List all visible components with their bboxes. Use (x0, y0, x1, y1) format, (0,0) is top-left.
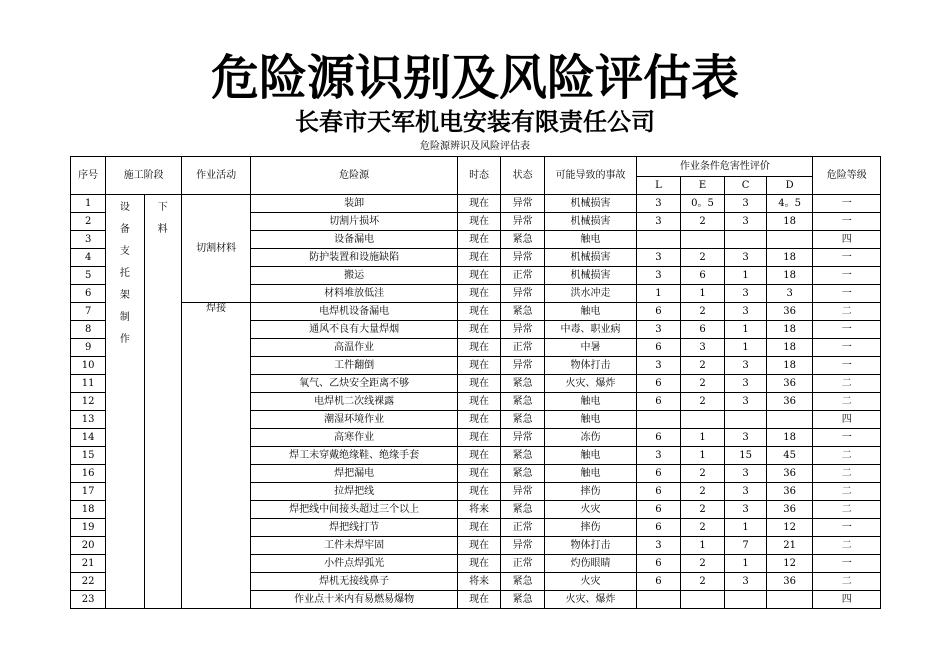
cell-accident: 火灾 (544, 573, 636, 591)
cell-hazard: 工件未焊牢固 (251, 537, 457, 555)
cell-hazard: 电焊机设备漏电 (251, 303, 457, 321)
cell-C: 3 (725, 195, 766, 213)
cell-no: 1 (71, 195, 106, 213)
cell-L: 6 (637, 483, 681, 501)
cell-state: 紧急 (501, 375, 545, 393)
cell-D: 18 (766, 249, 813, 267)
cell-hazard: 高温作业 (251, 339, 457, 357)
cell-L: 6 (637, 555, 681, 573)
cell-L: 6 (637, 519, 681, 537)
cell-level: 二 (813, 465, 881, 483)
cell-accident: 中毒、职业病 (544, 321, 636, 339)
substage-char: 下 (157, 202, 168, 213)
cell-E: 2 (680, 393, 725, 411)
cell-no: 9 (71, 339, 106, 357)
cell-level: 一 (813, 195, 881, 213)
cell-E: 2 (680, 573, 725, 591)
substage-char: 料 (157, 224, 168, 235)
substage-cell (144, 195, 181, 609)
cell-hazard: 潮湿环境作业 (251, 411, 457, 429)
risk-table (70, 156, 881, 609)
cell-hazard: 焊机无接线鼻子 (251, 573, 457, 591)
cell-D: 36 (766, 375, 813, 393)
cell-no: 7 (71, 303, 106, 321)
cell-C: 3 (725, 465, 766, 483)
cell-D: 18 (766, 429, 813, 447)
cell-state: 紧急 (501, 465, 545, 483)
activity-welding: 焊接 (181, 303, 250, 609)
cell-E: 1 (680, 285, 725, 303)
cell-C: 7 (725, 537, 766, 555)
cell-D: 18 (766, 213, 813, 231)
document-title: 危险源识别及风险评估表 (210, 50, 739, 106)
cell-no: 6 (71, 285, 106, 303)
cell-E: 2 (680, 483, 725, 501)
cell-L: 3 (637, 447, 681, 465)
cell-tense: 现在 (457, 465, 501, 483)
cell-E: 1 (680, 429, 725, 447)
cell-hazard: 搬运 (251, 267, 457, 285)
cell-state: 异常 (501, 483, 545, 501)
cell-hazard: 焊把漏电 (251, 465, 457, 483)
header-hazard: 危险源 (251, 157, 457, 195)
cell-E: 0。5 (680, 195, 725, 213)
cell-state: 紧急 (501, 501, 545, 519)
cell-no: 12 (71, 393, 106, 411)
cell-level: 二 (813, 447, 881, 465)
cell-accident: 机械损害 (544, 249, 636, 267)
cell-tense: 现在 (457, 321, 501, 339)
cell-D: 45 (766, 447, 813, 465)
cell-L: 6 (637, 339, 681, 357)
cell-L: 6 (637, 501, 681, 519)
cell-accident: 火灾、爆炸 (544, 591, 636, 609)
cell-state: 正常 (501, 339, 545, 357)
cell-D: 36 (766, 393, 813, 411)
cell-tense: 现在 (457, 231, 501, 249)
cell-E: 6 (680, 267, 725, 285)
cell-L: 3 (637, 321, 681, 339)
cell-hazard: 工件翻倒 (251, 357, 457, 375)
cell-tense: 现在 (457, 267, 501, 285)
header-state: 状态 (501, 157, 545, 195)
cell-state: 异常 (501, 321, 545, 339)
cell-L (637, 231, 681, 249)
cell-level: 二 (813, 375, 881, 393)
cell-hazard: 拉焊把线 (251, 483, 457, 501)
cell-level: 一 (813, 429, 881, 447)
cell-accident: 洪水冲走 (544, 285, 636, 303)
cell-C: 3 (725, 213, 766, 231)
cell-L: 6 (637, 375, 681, 393)
cell-D: 36 (766, 573, 813, 591)
cell-level: 一 (813, 213, 881, 231)
cell-level: 一 (813, 321, 881, 339)
cell-C: 1 (725, 519, 766, 537)
cell-D: 18 (766, 339, 813, 357)
header-activity: 作业活动 (181, 157, 250, 195)
cell-hazard: 装卸 (251, 195, 457, 213)
stage-char: 托 (119, 268, 130, 279)
cell-no: 16 (71, 465, 106, 483)
cell-C: 3 (725, 501, 766, 519)
cell-tense: 现在 (457, 429, 501, 447)
cell-accident: 触电 (544, 303, 636, 321)
cell-D: 36 (766, 303, 813, 321)
cell-tense: 现在 (457, 555, 501, 573)
cell-no: 3 (71, 231, 106, 249)
cell-hazard: 作业点十米内有易燃易爆物 (251, 591, 457, 609)
cell-E: 6 (680, 321, 725, 339)
cell-state: 异常 (501, 195, 545, 213)
cell-accident: 物体打击 (544, 357, 636, 375)
header-D: D (766, 177, 813, 195)
cell-hazard: 高寒作业 (251, 429, 457, 447)
cell-level: 二 (813, 303, 881, 321)
cell-state: 正常 (501, 519, 545, 537)
cell-E: 2 (680, 249, 725, 267)
cell-tense: 现在 (457, 393, 501, 411)
cell-state: 紧急 (501, 591, 545, 609)
cell-state: 紧急 (501, 231, 545, 249)
cell-no: 22 (71, 573, 106, 591)
cell-no: 20 (71, 537, 106, 555)
cell-L (637, 411, 681, 429)
cell-hazard: 电焊机二次线裸露 (251, 393, 457, 411)
cell-level: 二 (813, 501, 881, 519)
cell-no: 15 (71, 447, 106, 465)
stage-char: 设 (119, 202, 130, 213)
cell-E: 1 (680, 537, 725, 555)
cell-tense: 现在 (457, 483, 501, 501)
cell-level: 二 (813, 573, 881, 591)
cell-no: 19 (71, 519, 106, 537)
cell-L: 3 (637, 249, 681, 267)
cell-accident: 机械损害 (544, 195, 636, 213)
cell-E: 2 (680, 213, 725, 231)
cell-E: 2 (680, 357, 725, 375)
cell-D: 18 (766, 357, 813, 375)
cell-hazard: 焊把线打节 (251, 519, 457, 537)
cell-tense: 现在 (457, 411, 501, 429)
cell-L: 6 (637, 465, 681, 483)
cell-accident: 触电 (544, 447, 636, 465)
cell-state: 异常 (501, 537, 545, 555)
cell-no: 13 (71, 411, 106, 429)
cell-level: 二 (813, 537, 881, 555)
cell-tense: 现在 (457, 195, 501, 213)
cell-hazard: 材料堆放低洼 (251, 285, 457, 303)
cell-tense: 将来 (457, 573, 501, 591)
cell-E (680, 591, 725, 609)
cell-tense: 现在 (457, 213, 501, 231)
cell-C: 15 (725, 447, 766, 465)
cell-hazard: 焊把线中间接头超过三个以上 (251, 501, 457, 519)
cell-accident: 摔伤 (544, 519, 636, 537)
cell-level: 一 (813, 357, 881, 375)
cell-state: 紧急 (501, 411, 545, 429)
cell-L: 6 (637, 303, 681, 321)
cell-accident: 触电 (544, 393, 636, 411)
cell-E: 2 (680, 519, 725, 537)
cell-C: 3 (725, 249, 766, 267)
cell-accident: 物体打击 (544, 537, 636, 555)
cell-tense: 现在 (457, 357, 501, 375)
cell-hazard: 设备漏电 (251, 231, 457, 249)
cell-state: 异常 (501, 249, 545, 267)
cell-accident: 摔伤 (544, 483, 636, 501)
cell-tense: 现在 (457, 339, 501, 357)
cell-D: 12 (766, 555, 813, 573)
cell-C: 3 (725, 357, 766, 375)
cell-C: 1 (725, 555, 766, 573)
cell-accident: 火灾、爆炸 (544, 375, 636, 393)
stage-char: 支 (119, 246, 130, 257)
cell-hazard: 氧气、乙炔安全距离不够 (251, 375, 457, 393)
stage-cell (106, 195, 144, 609)
cell-level: 一 (813, 555, 881, 573)
header-C: C (725, 177, 766, 195)
header-level: 危险等级 (813, 157, 881, 195)
cell-C: 1 (725, 321, 766, 339)
cell-accident: 触电 (544, 231, 636, 249)
stage-char: 制 (119, 312, 130, 323)
cell-level: 二 (813, 483, 881, 501)
cell-E: 2 (680, 375, 725, 393)
cell-L: 3 (637, 267, 681, 285)
cell-E: 1 (680, 447, 725, 465)
cell-C: 3 (725, 285, 766, 303)
company-name: 长春市天军机电安装有限责任公司 (295, 108, 655, 136)
cell-L: 3 (637, 195, 681, 213)
cell-tense: 现在 (457, 285, 501, 303)
cell-D: 18 (766, 321, 813, 339)
cell-hazard: 小件点焊弧光 (251, 555, 457, 573)
cell-accident: 触电 (544, 411, 636, 429)
cell-state: 正常 (501, 555, 545, 573)
cell-accident: 冻伤 (544, 429, 636, 447)
header-evaluation: 作业条件危害性评价 (637, 157, 813, 177)
cell-level: 一 (813, 285, 881, 303)
cell-no: 5 (71, 267, 106, 285)
cell-tense: 现在 (457, 447, 501, 465)
cell-D (766, 591, 813, 609)
cell-state: 紧急 (501, 303, 545, 321)
cell-tense: 现在 (457, 591, 501, 609)
cell-level: 四 (813, 411, 881, 429)
cell-no: 14 (71, 429, 106, 447)
cell-hazard: 焊工未穿戴绝缘鞋、绝缘手套 (251, 447, 457, 465)
cell-C: 3 (725, 429, 766, 447)
cell-L (637, 591, 681, 609)
cell-L: 6 (637, 573, 681, 591)
header-tense: 时态 (457, 157, 501, 195)
cell-E: 2 (680, 465, 725, 483)
cell-tense: 现在 (457, 375, 501, 393)
cell-tense: 将来 (457, 501, 501, 519)
cell-hazard: 切割片损坏 (251, 213, 457, 231)
stage-char: 架 (119, 290, 130, 301)
cell-hazard: 通风不良有大量焊烟 (251, 321, 457, 339)
cell-state: 异常 (501, 429, 545, 447)
cell-level: 一 (813, 339, 881, 357)
cell-C: 3 (725, 573, 766, 591)
cell-no: 10 (71, 357, 106, 375)
cell-D: 36 (766, 483, 813, 501)
cell-D (766, 231, 813, 249)
cell-L: 6 (637, 429, 681, 447)
cell-C (725, 591, 766, 609)
cell-accident: 触电 (544, 465, 636, 483)
cell-accident: 机械损害 (544, 213, 636, 231)
cell-level: 一 (813, 249, 881, 267)
cell-C (725, 231, 766, 249)
cell-C: 1 (725, 339, 766, 357)
cell-level: 四 (813, 591, 881, 609)
header-E: E (680, 177, 725, 195)
cell-state: 紧急 (501, 573, 545, 591)
cell-no: 8 (71, 321, 106, 339)
cell-no: 2 (71, 213, 106, 231)
cell-accident: 火灾 (544, 501, 636, 519)
cell-no: 4 (71, 249, 106, 267)
cell-level: 四 (813, 231, 881, 249)
cell-accident: 灼伤眼睛 (544, 555, 636, 573)
cell-no: 18 (71, 501, 106, 519)
table-row (71, 303, 881, 321)
cell-state: 正常 (501, 267, 545, 285)
cell-D: 4。5 (766, 195, 813, 213)
cell-L: 3 (637, 537, 681, 555)
cell-accident: 机械损害 (544, 267, 636, 285)
cell-state: 紧急 (501, 447, 545, 465)
cell-level: 二 (813, 393, 881, 411)
cell-C: 1 (725, 267, 766, 285)
cell-L: 6 (637, 393, 681, 411)
header-seq: 序号 (71, 157, 106, 195)
table-row (71, 195, 881, 213)
cell-state: 异常 (501, 285, 545, 303)
cell-E: 2 (680, 555, 725, 573)
activity-cutting: 切割材料 (181, 195, 250, 303)
header-stage: 施工阶段 (106, 157, 182, 195)
cell-no: 11 (71, 375, 106, 393)
cell-D: 36 (766, 465, 813, 483)
cell-E: 2 (680, 303, 725, 321)
cell-L: 3 (637, 213, 681, 231)
cell-tense: 现在 (457, 249, 501, 267)
cell-C: 3 (725, 375, 766, 393)
cell-tense: 现在 (457, 303, 501, 321)
cell-C: 3 (725, 393, 766, 411)
table-caption: 危险源辨识及风险评估表 (420, 141, 530, 152)
cell-L: 1 (637, 285, 681, 303)
cell-D: 3 (766, 285, 813, 303)
header-accident: 可能导致的事故 (544, 157, 636, 195)
cell-E: 3 (680, 339, 725, 357)
cell-accident: 中暑 (544, 339, 636, 357)
cell-D: 12 (766, 519, 813, 537)
cell-no: 17 (71, 483, 106, 501)
cell-D: 18 (766, 267, 813, 285)
cell-state: 异常 (501, 357, 545, 375)
cell-no: 23 (71, 591, 106, 609)
cell-E (680, 231, 725, 249)
cell-E (680, 411, 725, 429)
cell-no: 21 (71, 555, 106, 573)
cell-hazard: 防护装置和设施缺陷 (251, 249, 457, 267)
stage-char: 备 (119, 224, 130, 235)
cell-state: 紧急 (501, 393, 545, 411)
cell-state: 异常 (501, 213, 545, 231)
cell-C (725, 411, 766, 429)
cell-C: 3 (725, 483, 766, 501)
cell-level: 一 (813, 519, 881, 537)
cell-tense: 现在 (457, 519, 501, 537)
cell-E: 2 (680, 501, 725, 519)
cell-D: 36 (766, 501, 813, 519)
cell-D (766, 411, 813, 429)
cell-C: 3 (725, 303, 766, 321)
cell-tense: 现在 (457, 537, 501, 555)
cell-level: 一 (813, 267, 881, 285)
header-L: L (637, 177, 681, 195)
stage-char: 作 (119, 334, 130, 345)
cell-D: 21 (766, 537, 813, 555)
cell-L: 3 (637, 357, 681, 375)
